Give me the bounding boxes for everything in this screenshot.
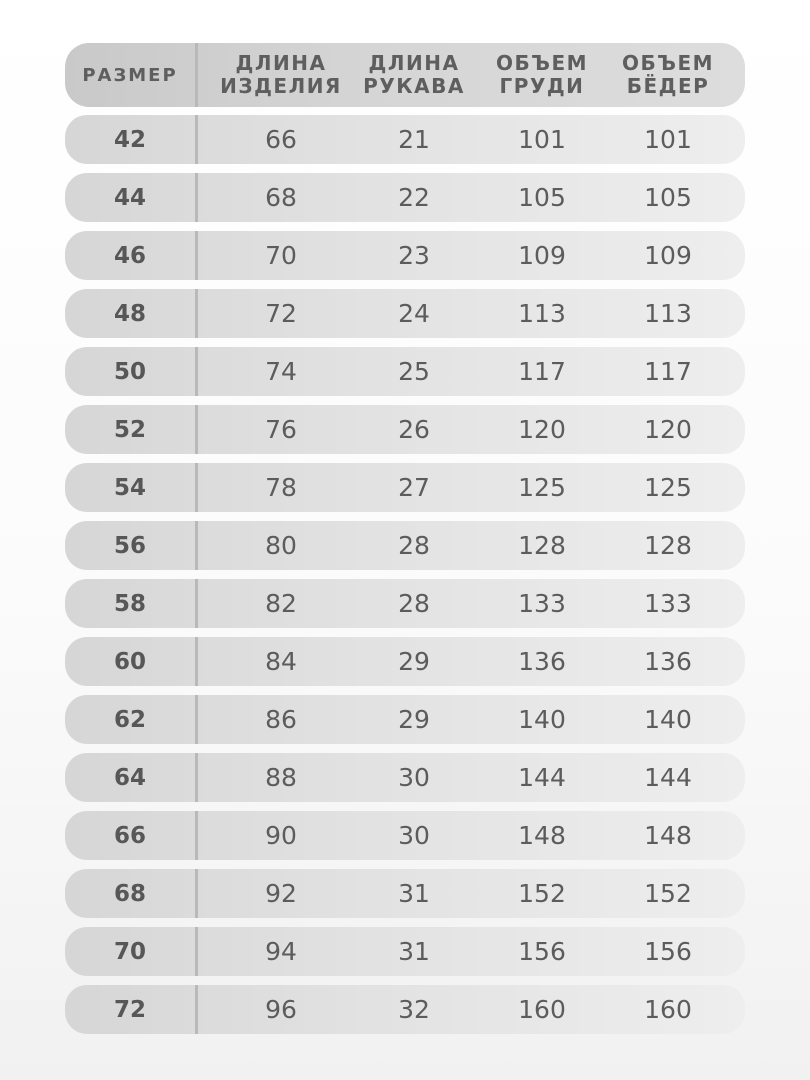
sleeve-length-cell: 21: [398, 125, 430, 154]
column-divider: [195, 521, 198, 570]
table-body: [65, 115, 745, 1034]
chest-girth-cell: 125: [518, 473, 566, 502]
size-cell: 50: [113, 358, 146, 385]
size-cell: 68: [113, 880, 146, 907]
garment-length-cell: 66: [265, 125, 297, 154]
header-chest-girth: ОБЪЕМ ГРУДИ: [495, 51, 589, 98]
table-row: [65, 289, 745, 338]
hip-girth-cell: 144: [644, 763, 692, 792]
garment-length-cell: 82: [265, 589, 297, 618]
table-row: [65, 753, 745, 802]
column-divider: [195, 637, 198, 686]
chest-girth-cell: 156: [518, 937, 566, 966]
header-sleeve-length: ДЛИНА РУКАВА: [363, 51, 465, 98]
column-divider: [195, 173, 198, 222]
table-row: [65, 985, 745, 1034]
column-divider: [195, 115, 198, 164]
chest-girth-cell: 144: [518, 763, 566, 792]
garment-length-cell: 78: [265, 473, 297, 502]
sleeve-length-cell: 23: [398, 241, 430, 270]
sleeve-length-cell: 25: [398, 357, 430, 386]
sleeve-length-cell: 31: [398, 879, 430, 908]
column-divider: [195, 405, 198, 454]
chest-girth-cell: 152: [518, 879, 566, 908]
chest-girth-cell: 101: [518, 125, 566, 154]
size-cell: 56: [113, 532, 146, 559]
table-row: [65, 579, 745, 628]
sleeve-length-cell: 28: [398, 589, 430, 618]
table-row: [65, 927, 745, 976]
garment-length-cell: 74: [265, 357, 297, 386]
table-row: [65, 405, 745, 454]
hip-girth-cell: 117: [644, 357, 692, 386]
sleeve-length-cell: 30: [398, 763, 430, 792]
garment-length-cell: 72: [265, 299, 297, 328]
chest-girth-cell: 160: [518, 995, 566, 1024]
garment-length-cell: 80: [265, 531, 297, 560]
size-cell: 66: [113, 822, 146, 849]
size-cell: 58: [113, 590, 146, 617]
size-chart-table: [65, 43, 745, 1043]
table-row: [65, 811, 745, 860]
column-divider: [195, 579, 198, 628]
hip-girth-cell: 128: [644, 531, 692, 560]
chest-girth-cell: 128: [518, 531, 566, 560]
garment-length-cell: 96: [265, 995, 297, 1024]
hip-girth-cell: 125: [644, 473, 692, 502]
size-cell: 42: [113, 126, 146, 153]
sleeve-length-cell: 22: [398, 183, 430, 212]
column-divider: [195, 985, 198, 1034]
hip-girth-cell: 140: [644, 705, 692, 734]
garment-length-cell: 94: [265, 937, 297, 966]
table-row: [65, 869, 745, 918]
table-row: [65, 463, 745, 512]
sleeve-length-cell: 30: [398, 821, 430, 850]
column-divider: [195, 869, 198, 918]
size-cell: 44: [113, 184, 146, 211]
size-cell: 70: [113, 938, 146, 965]
chest-girth-cell: 109: [518, 241, 566, 270]
table-row: [65, 173, 745, 222]
size-cell: 46: [113, 242, 146, 269]
table-row: [65, 231, 745, 280]
hip-girth-cell: 136: [644, 647, 692, 676]
chest-girth-cell: 148: [518, 821, 566, 850]
column-divider: [195, 811, 198, 860]
sleeve-length-cell: 27: [398, 473, 430, 502]
column-divider: [195, 289, 198, 338]
sleeve-length-cell: 26: [398, 415, 430, 444]
sleeve-length-cell: 28: [398, 531, 430, 560]
garment-length-cell: 70: [265, 241, 297, 270]
table-row: [65, 115, 745, 164]
sleeve-length-cell: 32: [398, 995, 430, 1024]
garment-length-cell: 76: [265, 415, 297, 444]
size-cell: 54: [113, 474, 146, 501]
chest-girth-cell: 133: [518, 589, 566, 618]
hip-girth-cell: 133: [644, 589, 692, 618]
size-cell: 48: [113, 300, 146, 327]
column-divider: [195, 695, 198, 744]
column-divider: [195, 753, 198, 802]
garment-length-cell: 86: [265, 705, 297, 734]
chest-girth-cell: 120: [518, 415, 566, 444]
garment-length-cell: 88: [265, 763, 297, 792]
header-size: РАЗМЕР: [82, 64, 178, 86]
table-row: [65, 347, 745, 396]
hip-girth-cell: 120: [644, 415, 692, 444]
chest-girth-cell: 113: [518, 299, 566, 328]
table-row: [65, 637, 745, 686]
column-divider: [195, 43, 198, 107]
size-cell: 62: [113, 706, 146, 733]
chest-girth-cell: 105: [518, 183, 566, 212]
hip-girth-cell: 156: [644, 937, 692, 966]
column-divider: [195, 463, 198, 512]
garment-length-cell: 84: [265, 647, 297, 676]
hip-girth-cell: 152: [644, 879, 692, 908]
sleeve-length-cell: 24: [398, 299, 430, 328]
hip-girth-cell: 101: [644, 125, 692, 154]
hip-girth-cell: 160: [644, 995, 692, 1024]
hip-girth-cell: 105: [644, 183, 692, 212]
sleeve-length-cell: 31: [398, 937, 430, 966]
garment-length-cell: 92: [265, 879, 297, 908]
header-hip-girth: ОБЪЕМ БЁДЕР: [621, 51, 715, 98]
chest-girth-cell: 140: [518, 705, 566, 734]
table-header-row: [65, 43, 745, 107]
column-divider: [195, 347, 198, 396]
garment-length-cell: 90: [265, 821, 297, 850]
size-cell: 64: [113, 764, 146, 791]
size-cell: 72: [113, 996, 146, 1023]
sleeve-length-cell: 29: [398, 705, 430, 734]
chest-girth-cell: 136: [518, 647, 566, 676]
hip-girth-cell: 109: [644, 241, 692, 270]
header-garment-length: ДЛИНА ИЗДЕЛИЯ: [220, 51, 342, 98]
hip-girth-cell: 148: [644, 821, 692, 850]
size-cell: 60: [113, 648, 146, 675]
table-row: [65, 521, 745, 570]
chest-girth-cell: 117: [518, 357, 566, 386]
size-cell: 52: [113, 416, 146, 443]
column-divider: [195, 927, 198, 976]
table-row: [65, 695, 745, 744]
garment-length-cell: 68: [265, 183, 297, 212]
column-divider: [195, 231, 198, 280]
sleeve-length-cell: 29: [398, 647, 430, 676]
hip-girth-cell: 113: [644, 299, 692, 328]
